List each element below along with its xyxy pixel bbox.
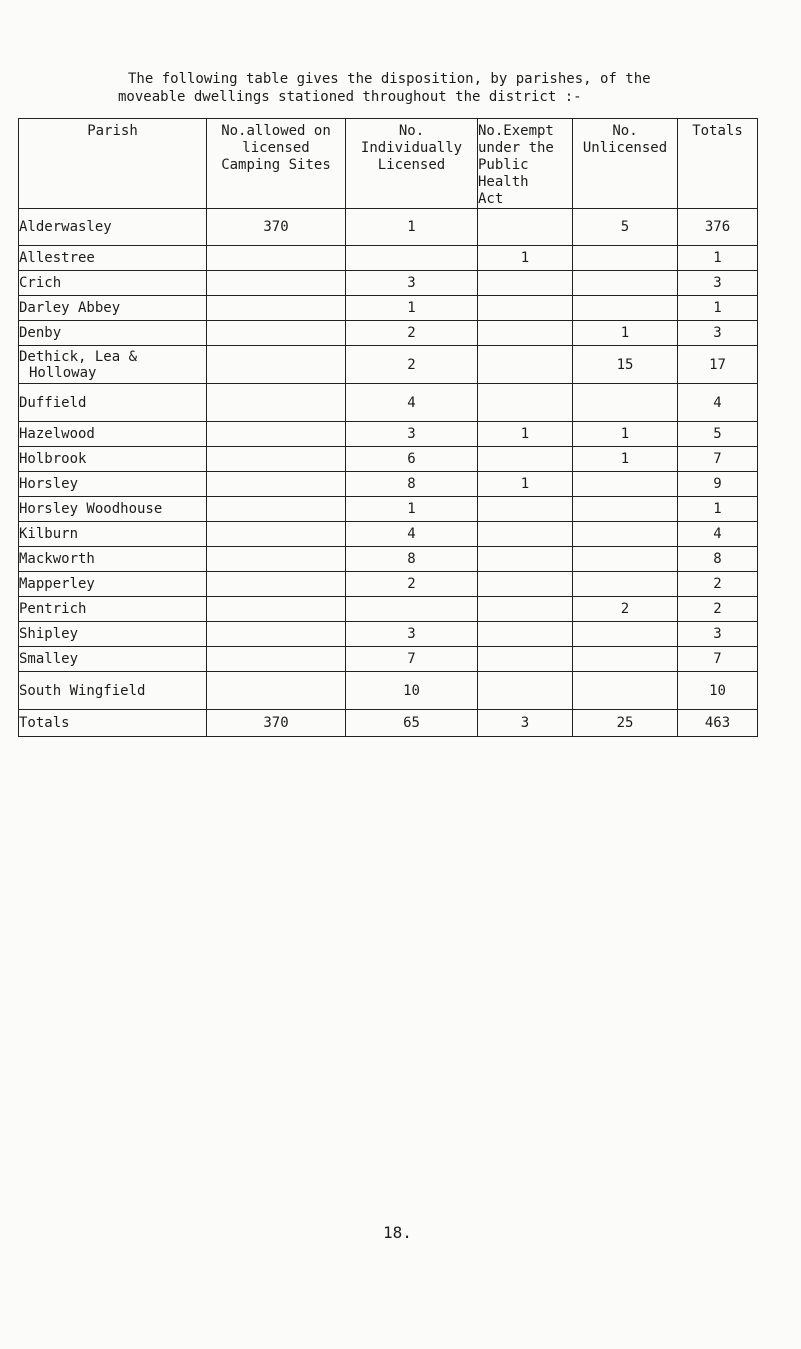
header-individually-licensed: No. Individually Licensed — [346, 119, 478, 209]
header-camping-sites: No.allowed on licensed Camping Sites — [207, 119, 346, 209]
intro-line-1: The following table gives the disposition, by parishes, of the — [128, 71, 651, 87]
totals-row: Totals 370 65 3 25 463 — [19, 710, 758, 737]
table-row: Alderwasley 370 1 5 376 — [19, 209, 758, 246]
table-row: South Wingfield 10 10 — [19, 672, 758, 710]
table-row: Duffield 4 4 — [19, 384, 758, 422]
table-row: Denby 2 1 3 — [19, 321, 758, 346]
table-row: Allestree 1 1 — [19, 246, 758, 271]
header-totals: Totals — [678, 119, 758, 209]
table-row: Kilburn 4 4 — [19, 522, 758, 547]
intro-line-2: moveable dwellings stationed throughout the district :- — [118, 89, 582, 105]
table-row: Darley Abbey 1 1 — [19, 296, 758, 321]
table-row: Dethick, Lea & Holloway 2 15 17 — [19, 346, 758, 384]
table-row: Horsley 8 1 9 — [19, 472, 758, 497]
table-row: Hazelwood 3 1 1 5 — [19, 422, 758, 447]
header-unlicensed: No. Unlicensed — [573, 119, 678, 209]
table-row: Mapperley 2 2 — [19, 572, 758, 597]
table-row: Shipley 3 3 — [19, 622, 758, 647]
header-parish: Parish — [19, 119, 207, 209]
disposition-table — [18, 118, 758, 737]
intro-text — [118, 70, 758, 106]
table-row: Holbrook 6 1 7 — [19, 447, 758, 472]
table-row: Horsley Woodhouse 1 1 — [19, 497, 758, 522]
table-row: Pentrich 2 2 — [19, 597, 758, 622]
table-row: Crich 3 3 — [19, 271, 758, 296]
page-number: 18. — [383, 1223, 412, 1242]
table-row: Smalley 7 7 — [19, 647, 758, 672]
header-row — [19, 119, 758, 209]
header-exempt: No.Exempt under the Public Health Act — [478, 119, 573, 209]
table-row: Mackworth 8 8 — [19, 547, 758, 572]
